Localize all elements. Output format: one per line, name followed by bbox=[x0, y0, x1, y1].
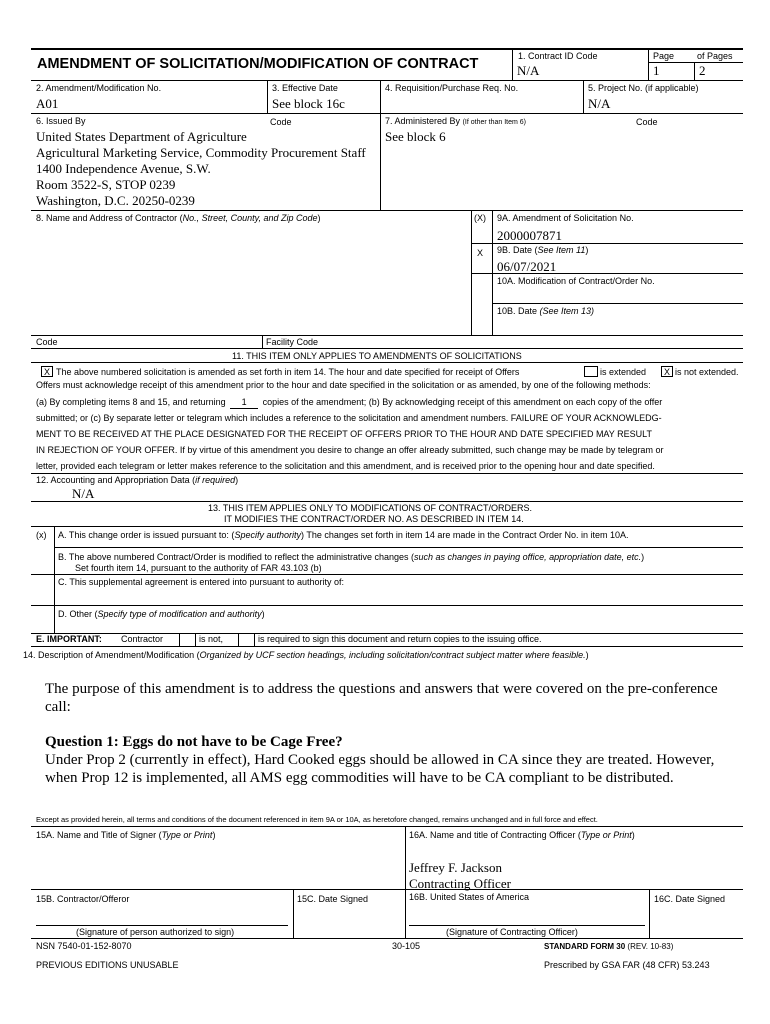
form-code: 30-105 bbox=[392, 941, 421, 951]
question-1-answer-line-2: when Prop 12 is implemented, all AMS egg commodities will have to be CA compliant to be distributed. bbox=[45, 770, 674, 786]
previous-editions-note: PREVIOUS EDITIONS UNUSABLE bbox=[36, 960, 179, 970]
except-as-provided-text: Except as provided herein, all terms and conditions of the document referenced in item 9A or 10A, as heretofore changed, remains unchanged and in full force and effect. bbox=[36, 815, 598, 824]
item-11-line-3: (a) By completing items 8 and 15, and returning 1 copies of the amendment; (b) By acknowledging receipt of this amendment on each copy of the offer bbox=[36, 397, 663, 407]
item-13-c: C. This supplemental agreement is entered into pursuant to authority of: bbox=[58, 577, 344, 587]
requisition-label: 4. Requisition/Purchase Req. No. bbox=[385, 83, 519, 93]
issued-by-label: 6. Issued By bbox=[36, 116, 86, 126]
prescribed-by-note: Prescribed by GSA FAR (48 CFR) 53.243 bbox=[544, 960, 710, 970]
item-14-purpose-line-2: call: bbox=[45, 699, 71, 715]
item-11-extended-label: is extended bbox=[600, 367, 647, 377]
item-12-label: 12. Accounting and Appropriation Data (if required) bbox=[36, 475, 239, 485]
administered-by-label: 7. Administered By (If other than Item 6) bbox=[385, 116, 526, 126]
item-13-e-important: E. IMPORTANT: bbox=[36, 634, 102, 644]
signature-officer-caption: (Signature of Contracting Officer) bbox=[446, 927, 578, 937]
effective-date-value: See block 16c bbox=[272, 96, 345, 111]
form-title: AMENDMENT OF SOLICITATION/MODIFICATION OF CONTRACT bbox=[37, 56, 479, 72]
standard-form-label: STANDARD FORM 30 (REV. 10-83) bbox=[544, 942, 674, 951]
page-label: Page bbox=[653, 51, 675, 61]
project-no-value: N/A bbox=[588, 96, 611, 111]
item-11-not-extended-checkbox[interactable]: X bbox=[661, 366, 673, 377]
item-11-line-4: submitted; or (c) By separate letter or telegram which includes a reference to the solicitation and amendment numbers. FAILURE OF YOUR ACKNOWLEDG- bbox=[36, 413, 662, 423]
block-10a-label: 10A. Modification of Contract/Order No. bbox=[497, 276, 655, 286]
block-16a-label: 16A. Name and title of Contracting Officer (Type or Print) bbox=[409, 830, 635, 840]
contractor-label: 8. Name and Address of Contractor (No., Street, County, and Zip Code) bbox=[36, 213, 321, 223]
contractor-code-label: Code bbox=[36, 337, 58, 347]
question-1-answer-line-1: Under Prop 2 (currently in effect), Hard Cooked eggs should be allowed in CA since they are treated. However, bbox=[45, 752, 715, 768]
contracting-officer-name: Jeffrey F. Jackson bbox=[409, 860, 502, 875]
block-9b-value: 06/07/2021 bbox=[497, 259, 557, 274]
item-11-line-1: The above numbered solicitation is amended as set forth in item 14. The hour and date specified for receipt of Offers bbox=[56, 367, 520, 377]
facility-code-label: Facility Code bbox=[266, 337, 319, 347]
issued-by-line-2: Agricultural Marketing Service, Commodity Procurement Staff bbox=[36, 145, 366, 160]
item-14-purpose-line-1: The purpose of this amendment is to address the questions and answers that were covered on the pre-conference bbox=[45, 681, 718, 697]
administered-code-label: Code bbox=[636, 117, 658, 127]
item-11-header: 11. THIS ITEM ONLY APPLIES TO AMENDMENTS OF SOLICITATIONS bbox=[232, 351, 522, 361]
question-1-heading: Question 1: Eggs do not have to be Cage Free? bbox=[45, 734, 343, 750]
contract-id-value: N/A bbox=[517, 63, 540, 78]
item-11-line-6: IN REJECTION OF YOUR OFFER. If by virtue of this amendment you desire to change an offer already submitted, such change may be made by telegram or bbox=[36, 445, 664, 455]
item-14-label: 14. Description of Amendment/Modification (Organized by UCF section headings, including solicitation/contract subject matter where feasible.) bbox=[23, 650, 589, 660]
block-10b-label: 10B. Date (See Item 13) bbox=[497, 306, 595, 316]
of-pages-label: of Pages bbox=[697, 51, 733, 61]
signature-person-caption: (Signature of person authorized to sign) bbox=[76, 927, 235, 937]
amendment-no-value: A01 bbox=[36, 96, 59, 111]
item-11-not-extended-label: is not extended. bbox=[675, 367, 739, 377]
block-15b-label: 15B. Contractor/Offeror bbox=[36, 894, 130, 904]
item-13-e-is-not: is not, bbox=[199, 634, 224, 644]
item-11-amended-checkbox[interactable]: X bbox=[41, 366, 53, 377]
issued-by-line-3: 1400 Independence Avenue, S.W. bbox=[36, 161, 211, 176]
item-13-x-header: (x) bbox=[36, 530, 47, 540]
item-13-e-contractor: Contractor bbox=[121, 634, 164, 644]
block-16b-label: 16B. United States of America bbox=[409, 892, 530, 902]
issued-by-line-5: Washington, D.C. 20250-0239 bbox=[36, 193, 195, 208]
of-pages-value: 2 bbox=[699, 63, 706, 78]
block-9a-value: 2000007871 bbox=[497, 228, 562, 243]
item-11-line-7: letter, provided each telegram or letter makes reference to the solicitation and this amendment, and is received prior to the opening hour and date specified. bbox=[36, 461, 655, 471]
project-no-label: 5. Project No. (if applicable) bbox=[588, 83, 699, 93]
item-12-value: N/A bbox=[72, 486, 95, 501]
item-11-line-2: Offers must acknowledge receipt of this amendment prior to the hour and date specified in the solicitation or as amended, by one of the following methods: bbox=[36, 380, 651, 390]
item-13-b-line-2: Set fourth item 14, pursuant to the authority of FAR 43.103 (b) bbox=[75, 563, 322, 573]
issued-code-label: Code bbox=[270, 117, 292, 127]
item-13-b: B. The above numbered Contract/Order is modified to reflect the administrative changes (such as changes in paying office, appropriation date, etc.) bbox=[58, 552, 645, 562]
contracting-officer-title: Contracting Officer bbox=[409, 876, 511, 891]
item-11-extended-checkbox[interactable] bbox=[584, 366, 598, 377]
issued-by-line-4: Room 3522-S, STOP 0239 bbox=[36, 177, 176, 192]
item-13-a: A. This change order is issued pursuant to: (Specify authority) The changes set forth in item 14 are made in the Contract Order No. in item 10A. bbox=[58, 530, 629, 540]
block-16c-label: 16C. Date Signed bbox=[654, 894, 726, 904]
item-11-line-5: MENT TO BE RECEIVED AT THE PLACE DESIGNATED FOR THE RECEIPT OF OFFERS PRIOR TO THE HOUR AND DATE SPECIFIED MAY RESULT bbox=[36, 429, 652, 439]
page-value: 1 bbox=[653, 63, 660, 78]
administered-by-value: See block 6 bbox=[385, 129, 446, 144]
item-13-d: D. Other (Specify type of modification and authority) bbox=[58, 609, 265, 619]
block-9b-x-mark: X bbox=[477, 248, 484, 258]
item-13-header-2: IT MODIFIES THE CONTRACT/ORDER NO. AS DESCRIBED IN ITEM 14. bbox=[224, 514, 524, 524]
block-9b-label: 9B. Date (See Item 11) bbox=[497, 245, 589, 255]
block-9a-label: 9A. Amendment of Solicitation No. bbox=[497, 213, 634, 223]
contract-id-label: 1. Contract ID Code bbox=[518, 51, 598, 61]
nsn-number: NSN 7540-01-152-8070 bbox=[36, 941, 132, 951]
issued-by-line-1: United States Department of Agriculture bbox=[36, 129, 247, 144]
item-13-e-is-required: is required to sign this document and return copies to the issuing office. bbox=[258, 634, 542, 644]
item-13-header-1: 13. THIS ITEM APPLIES ONLY TO MODIFICATIONS OF CONTRACT/ORDERS. bbox=[208, 503, 533, 513]
block-15c-label: 15C. Date Signed bbox=[297, 894, 369, 904]
block-15a-label: 15A. Name and Title of Signer (Type or Print) bbox=[36, 830, 216, 840]
x-column-header: (X) bbox=[474, 213, 486, 223]
effective-date-label: 3. Effective Date bbox=[272, 83, 338, 93]
amendment-no-label: 2. Amendment/Modification No. bbox=[36, 83, 162, 93]
